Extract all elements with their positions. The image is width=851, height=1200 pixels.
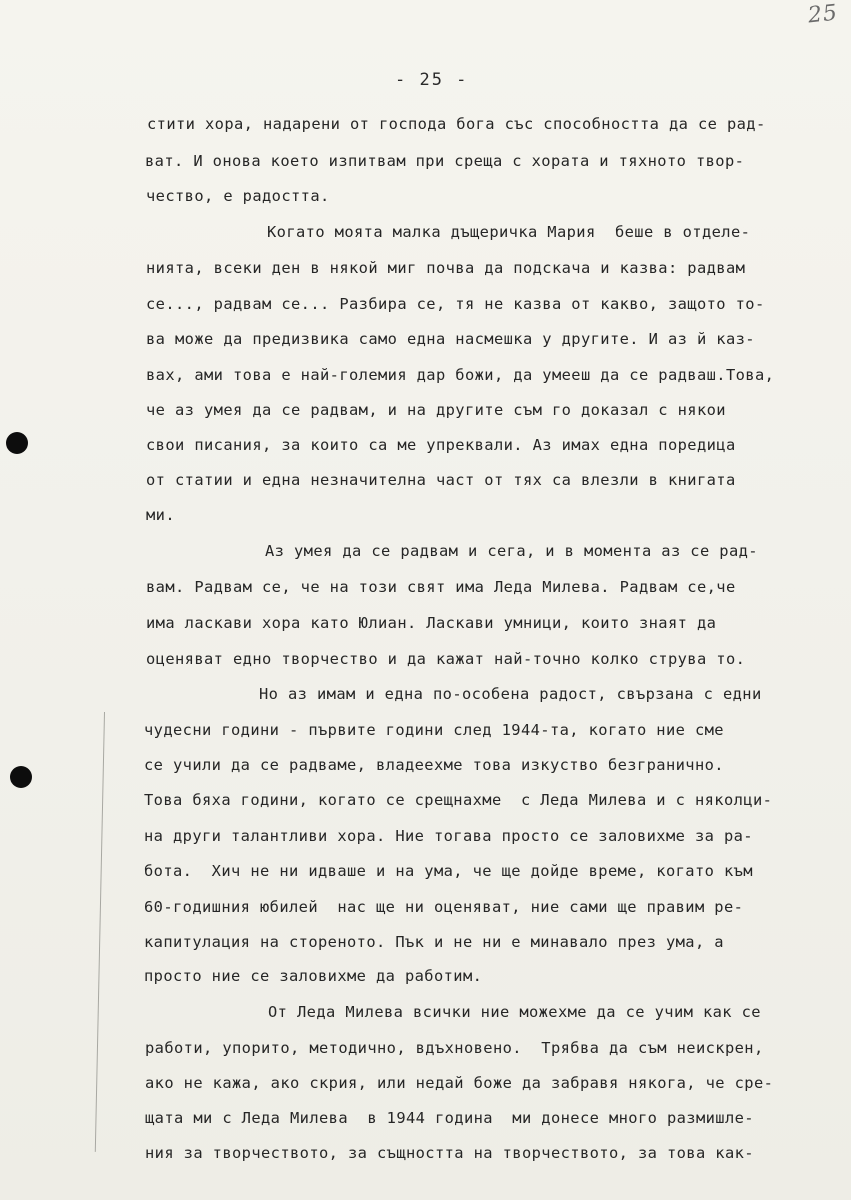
text-line: просто ние се заловихме да работим. (144, 967, 483, 985)
text-line: Но аз имам и една по-особена радост, свързана с едни (259, 685, 762, 703)
page-number: - 25 - (395, 70, 469, 90)
text-line: се учили да се радваме, владеехме това изкуство безгранично. (144, 756, 724, 774)
text-line: че аз умея да се радвам, и на другите съм го доказал с някои (146, 401, 726, 419)
text-line: стити хора, надарени от господа бога със способността да се рад- (147, 115, 766, 133)
text-line: на други талантливи хора. Ние тогава просто се заловихме за ра- (144, 827, 753, 845)
text-line: Това бяха години, когато се срещнахме с Леда Милева и с няколци- (144, 791, 773, 809)
text-line: ват. И онова което изпитвам при среща с хората и тяхното твор- (145, 152, 745, 170)
text-line: капитулация на стореното. Пък и не ни е минавало през ума, а (144, 933, 724, 951)
text-line: ва може да предизвика само една насмешка у другите. И аз й каз- (146, 330, 755, 348)
text-line: има ласкави хора като Юлиан. Ласкави умници, които знаят да (146, 614, 717, 632)
text-line: оценяват едно творчество и да кажат най-точно колко струва то. (146, 650, 746, 668)
text-line: нията, всеки ден в някой миг почва да подскача и казва: радвам (146, 259, 746, 277)
text-line: ния за творчеството, за същността на творчеството, за това как- (145, 1144, 754, 1162)
punch-hole-icon (10, 766, 32, 788)
text-line: вах, ами това е най-големия дар божи, да умееш да се радваш.Това, (146, 366, 775, 384)
text-line: 60-годишния юбилей нас ще ни оценяват, ние сами ще правим ре- (144, 898, 744, 916)
text-line: Аз умея да се радвам и сега, и в момента аз се рад- (265, 542, 758, 560)
text-line: вам. Радвам се, че на този свят има Леда Милева. Радвам се,че (146, 578, 736, 596)
text-line: чество, е радостта. (146, 187, 330, 205)
text-line: ако не кажа, ако скрия, или недай боже да забравя някога, че сре- (145, 1074, 774, 1092)
text-line: свои писания, за които са ме упреквали. Аз имах една поредица (146, 436, 736, 454)
punch-hole-icon (6, 432, 28, 454)
handwritten-page-number: 25 (806, 0, 840, 29)
text-line: бота. Хич не ни идваше и на ума, че ще дойде време, когато към (144, 862, 753, 880)
text-line: Когато моята малка дъщеричка Мария беше в отделе- (267, 223, 751, 241)
text-line: ми. (146, 506, 175, 524)
margin-pencil-line (95, 712, 105, 1152)
text-line: От Леда Милева всички ние можехме да се учим как се (268, 1003, 761, 1021)
text-line: работи, упорито, методично, вдъхновено. Трябва да съм неискрен, (145, 1039, 764, 1057)
text-line: се..., радвам се... Разбира се, тя не казва от какво, защото то- (146, 295, 765, 313)
text-line: чудесни години - първите години след 1944-та, когато ние сме (144, 721, 724, 739)
text-line: щата ми с Леда Милева в 1944 година ми донесе много размишле- (145, 1109, 754, 1127)
text-line: от статии и една незначителна част от тях са влезли в книгата (146, 471, 736, 489)
